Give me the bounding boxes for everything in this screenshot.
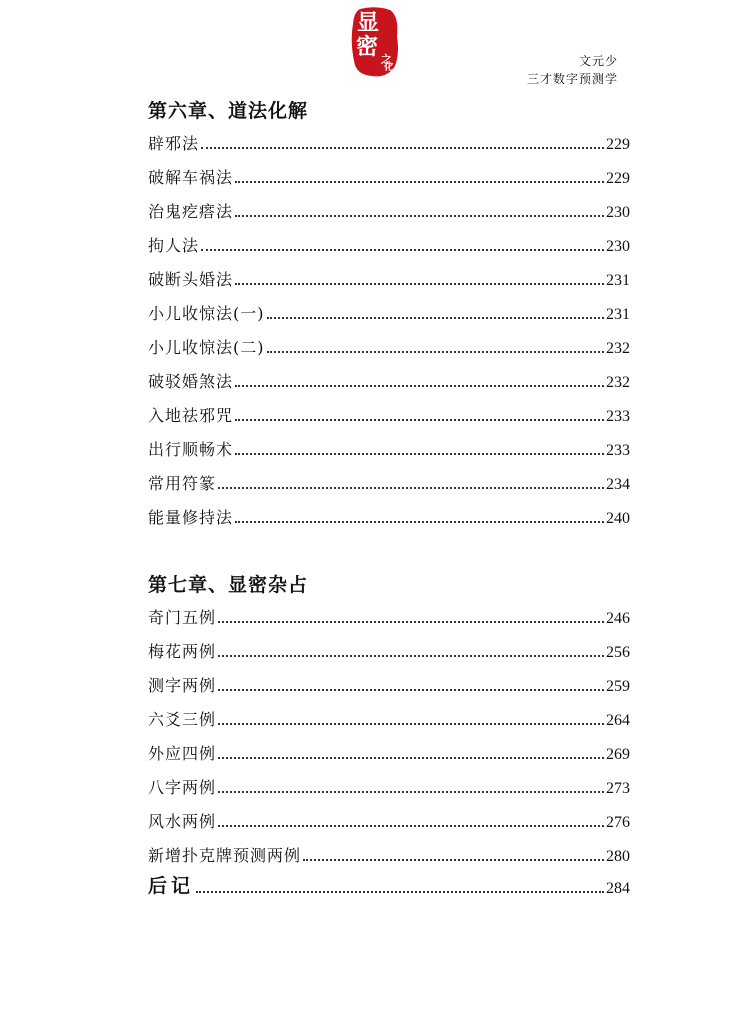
toc-leader-dots xyxy=(235,453,604,455)
toc-entry-label: 破解车祸法 xyxy=(148,168,234,187)
seal-char-4: 化 xyxy=(384,62,394,73)
toc-leader-dots xyxy=(218,791,604,793)
toc-leader-dots xyxy=(218,689,604,691)
toc-entry[interactable] xyxy=(148,436,630,460)
toc-entry-label: 出行顺畅术 xyxy=(148,440,234,459)
toc-entry[interactable] xyxy=(148,842,630,866)
toc-entry-label: 小儿收惊法(一) xyxy=(148,304,265,323)
toc-entry[interactable] xyxy=(148,638,630,662)
toc-entry-page: 229 xyxy=(606,136,630,153)
toc-entry[interactable] xyxy=(148,740,630,764)
toc-leader-dots xyxy=(201,249,604,251)
toc-leader-dots xyxy=(218,621,604,623)
toc-afterword-label: 后记 xyxy=(148,875,195,897)
seal-logo xyxy=(350,6,400,78)
toc-leader-dots xyxy=(218,655,604,657)
chapter-7-title: 第七章、显密杂占 xyxy=(148,574,309,596)
toc-entry-label: 入地祛邪咒 xyxy=(148,406,234,425)
toc-entry[interactable] xyxy=(148,164,630,188)
toc-afterword[interactable] xyxy=(148,874,630,898)
toc-entry-page: 246 xyxy=(606,610,630,627)
toc-entry-page: 259 xyxy=(606,678,630,695)
toc-leader-dots xyxy=(218,487,604,489)
toc-leader-dots xyxy=(218,723,604,725)
toc-leader-dots xyxy=(235,385,604,387)
toc-leader-dots xyxy=(235,181,604,183)
toc-entry[interactable] xyxy=(148,130,630,154)
header-subtitle: 三才数字预测学 xyxy=(526,72,618,86)
toc-entry-page: 264 xyxy=(606,712,630,729)
toc-leader-dots xyxy=(235,283,604,285)
toc-entry[interactable] xyxy=(148,706,630,730)
toc-entry-page: 230 xyxy=(606,238,630,255)
toc-entry-label: 新增扑克牌预测两例 xyxy=(148,846,302,865)
toc-entry-label: 破断头婚法 xyxy=(148,270,234,289)
toc-entry[interactable] xyxy=(148,368,630,392)
toc-entry-label: 破驳婚煞法 xyxy=(148,372,234,391)
toc-entry-page: 231 xyxy=(606,272,630,289)
toc-entry-label: 能量修持法 xyxy=(148,508,234,527)
toc-leader-dots xyxy=(218,757,604,759)
toc-entry-page: 233 xyxy=(606,408,630,425)
toc-entry[interactable] xyxy=(148,470,630,494)
toc-entry-page: 269 xyxy=(606,746,630,763)
toc-entry-label: 六爻三例 xyxy=(148,710,217,729)
toc-entry[interactable] xyxy=(148,232,630,256)
toc-entry-page: 233 xyxy=(606,442,630,459)
toc-entry[interactable] xyxy=(148,198,630,222)
toc-entry-label: 辟邪法 xyxy=(148,134,200,153)
toc-entry-page: 232 xyxy=(606,374,630,391)
toc-leader-dots xyxy=(196,891,604,893)
toc-entry[interactable] xyxy=(148,266,630,290)
toc-entry[interactable] xyxy=(148,808,630,832)
toc-entry-page: 273 xyxy=(606,780,630,797)
toc-entry-label: 测字两例 xyxy=(148,676,217,695)
toc-entry-label: 风水两例 xyxy=(148,812,217,831)
toc-entry-page: 230 xyxy=(606,204,630,221)
toc-entry[interactable] xyxy=(148,402,630,426)
toc-entry-page: 256 xyxy=(606,644,630,661)
toc-entry-page: 280 xyxy=(606,848,630,865)
toc-leader-dots xyxy=(303,859,604,861)
toc-leader-dots xyxy=(201,147,604,149)
toc-entry[interactable] xyxy=(148,672,630,696)
toc-leader-dots xyxy=(235,215,604,217)
toc-leader-dots xyxy=(218,825,604,827)
toc-entry[interactable] xyxy=(148,504,630,528)
toc-leader-dots xyxy=(267,351,605,353)
toc-entry[interactable] xyxy=(148,774,630,798)
toc-entry-page: 229 xyxy=(606,170,630,187)
toc-entry-page: 276 xyxy=(606,814,630,831)
toc-entry-label: 奇门五例 xyxy=(148,608,217,627)
seal-char-1: 显 xyxy=(357,10,380,36)
toc-afterword-page: 284 xyxy=(606,880,630,897)
toc-entry-page: 240 xyxy=(606,510,630,527)
header-author: 文元少 xyxy=(578,54,618,68)
toc-entry[interactable] xyxy=(148,300,630,324)
toc-entry-label: 小儿收惊法(二) xyxy=(148,338,265,357)
toc-leader-dots xyxy=(267,317,605,319)
toc-entry[interactable] xyxy=(148,604,630,628)
toc-leader-dots xyxy=(235,521,604,523)
seal-char-2: 密 xyxy=(356,34,379,60)
toc-entry-label: 拘人法 xyxy=(148,236,200,255)
toc-entry-label: 治鬼疙瘩法 xyxy=(148,202,234,221)
toc-entry-page: 234 xyxy=(606,476,630,493)
toc-entry-page: 231 xyxy=(606,306,630,323)
toc-entry-page: 232 xyxy=(606,340,630,357)
toc-entry-label: 外应四例 xyxy=(148,744,217,763)
toc-entry-label: 梅花两例 xyxy=(148,642,217,661)
toc-entry-label: 八字两例 xyxy=(148,778,217,797)
chapter-6-title: 第六章、道法化解 xyxy=(148,100,309,122)
toc-entry[interactable] xyxy=(148,334,630,358)
toc-entry-label: 常用符篆 xyxy=(148,474,217,493)
seal-char-3: 之 xyxy=(381,53,392,66)
toc-leader-dots xyxy=(235,419,604,421)
